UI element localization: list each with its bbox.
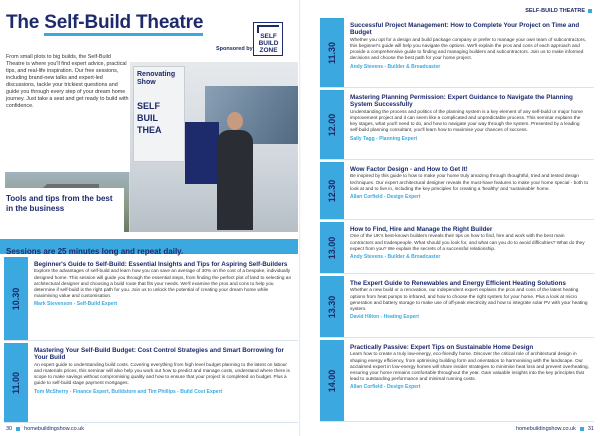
square-bullet-icon: [580, 427, 584, 431]
session-speaker: Allan Corfield - Design Expert: [350, 384, 421, 391]
session-title: How to Find, Hire and Manage the Right Builder: [350, 226, 493, 233]
session-description: Whether a new build or a renovation, our independent expert explains the pros and cons of the latest heating options from heat pumps to infrared, and how to choose the right system for your home. Plus a look at micro generation and battery storage to make use of off-peak electricity and how to integrate solar PV with your heating system.: [350, 288, 588, 313]
site-url: homebuildingshow.co.uk: [515, 426, 576, 432]
title-prefix: The: [6, 12, 45, 33]
session-time: 12.30: [320, 162, 344, 219]
session-description: One of the UK's best-known builders reveals their tips on how to find, hire and work with the best main contractors and tradespeople. What should you look for, and what can you do to avoid difficulties? What do they expect from you? We explain the secrets of a successful relationship.: [350, 234, 585, 252]
session-item: [4, 343, 298, 423]
logo-line: ZONE: [259, 47, 278, 54]
session-title: Beginner's Guide to Self-Build: Essential Insights and Tips for Aspiring Self-Builders: [34, 261, 288, 268]
session-description: An expert guide to understanding build costs. Covering everything from high level budget planning to the latest on labour and materials prices, this seminar will also help you work out how to predict and manage costs, understand where there is scope to make savings without compromising quality and how to ensure that your project is completed on budget. Plus a guide to self-build stage payment mortgages.: [34, 362, 290, 387]
page-title: [6, 12, 216, 34]
logo-line: BUILD: [258, 40, 279, 47]
session-title: Mastering Your Self-Build Budget: Cost Control Strategies and Smart Borrowing for Your Build: [34, 347, 284, 362]
page-number: 30: [6, 426, 13, 432]
intro-text: From small plots to big builds, the Self-Build Theatre is where you'll find expert advice, practical tips, and real-life inspiration. Our free sessions, including brand-new talks and expert-led discussions, tackle your trickiest questions and guide you through every step of your dream home journey. Just take a seat and get ready to build with confidence.: [6, 54, 129, 109]
roof-icon: [257, 25, 279, 33]
banner-text: Renovating: [137, 71, 176, 78]
session-item: [320, 340, 594, 422]
session-time: 14.00: [320, 340, 344, 421]
sponsored-by-label: Sponsored by: [216, 46, 253, 52]
right-page-header: [525, 8, 592, 14]
session-item: [4, 257, 298, 341]
session-speaker: Sally Tagg - Planning Expert: [350, 135, 418, 142]
tagline-box: [0, 188, 124, 232]
square-bullet-icon: [588, 9, 592, 13]
tagline-text: Tools and tips from the best in the business: [6, 194, 113, 213]
sessions-info-text: Sessions are 25 minutes long and repeat daily.: [6, 247, 184, 256]
left-footer: [6, 426, 84, 432]
session-time: 12.00: [320, 90, 344, 159]
session-speaker: David Hilton - Heating Expert: [350, 314, 419, 321]
session-item: [320, 162, 594, 220]
sessions-info-bar: [0, 239, 298, 254]
session-description: Learn how to create a truly low-energy, eco-friendly home. Discover the critical role of architectural design in shaping energy efficiency, from optimising building form and orientation to harmonising with the landscape. Our acclaimed expert in low-energy homes will share insider strategies to minimise heat loss and prevent overheating, ensuring your home remains comfortable throughout the year. Gain valuable insights into the key principles that lead to outstanding performance and minimal running costs.: [350, 352, 589, 383]
session-title: The Expert Guide to Renewables and Energy Efficient Heating Solutions: [350, 280, 566, 287]
session-speaker: Mark Stevenson - Self-Build Expert: [34, 301, 118, 308]
session-time: 11.00: [4, 343, 28, 422]
page-number: 31: [587, 426, 594, 432]
session-time: 13.00: [320, 222, 344, 273]
session-title: Practically Passive: Expert Tips on Sustainable Home Design: [350, 344, 534, 351]
session-description: Understanding the process and politics of the planning system is a key element of any self-build or major home improvement project and it can seem like a complicated and unpredictable process. This seminar explains the key stages, what you'll need to do, and how to navigate your way through the system. Presented by a leading self-build planning consultant, you'll learn how to maximise your chances of success.: [350, 109, 583, 134]
session-time: 10.30: [4, 257, 28, 340]
session-item: [320, 90, 594, 160]
session-title: Mastering Planning Permission: Expert Guidance to Navigate the Planning System Successfully: [350, 94, 573, 109]
session-title: Wow Factor Design - and How to Get It!: [350, 166, 468, 173]
site-url: homebuildingshow.co.uk: [24, 426, 85, 432]
session-description: Whether you opt for a design and build package company or prefer to manage your own team of subcontractors, this beginner's guide will help you navigate the options. We'll explain the pros and cons of each approach and provide a comprehensive guide to finding and managing builders and subcontractors. Join us to make informed decisions and choose the best path for your home project.: [350, 37, 587, 62]
self-build-zone-logo: [253, 22, 283, 56]
square-bullet-icon: [16, 427, 20, 431]
right-footer: [516, 426, 594, 432]
session-speaker: Tom McSherry - Finance Expert, Buildstore and Tim Phillips - Build Cost Expert: [34, 388, 223, 395]
logo-line: SELF: [260, 33, 277, 40]
header-text: SELF-BUILD THEATRE: [525, 8, 585, 14]
session-time: 13.30: [320, 276, 344, 337]
session-speaker: Andy Stevens - Builder & Broadcaster: [350, 254, 441, 261]
right-page: [300, 0, 600, 436]
presenter: [213, 112, 257, 232]
session-speaker: Andy Stevens - Builder & Broadcaster: [350, 63, 441, 70]
banner-text: SELF: [137, 101, 161, 111]
show-banner: [133, 66, 185, 162]
banner-text: BUIL: [137, 113, 158, 123]
session-speaker: Allan Corfield - Design Expert: [350, 194, 421, 201]
session-item: [320, 18, 594, 88]
session-description: Be inspired by this guide to how to make your home truly amazing through thoughtful, tried and tested design techniques. Our expert architectural designer reveals the must-have features to make your home special - both to look at and to live in, including the key principles for creating a 'healthy' and 'sustainable' home.: [350, 174, 589, 192]
banner-text: THEA: [137, 125, 162, 135]
banner-text: Show: [137, 79, 156, 86]
session-title: Successful Project Management: How to Complete Your Project on Time and Budget: [350, 22, 580, 37]
session-item: [320, 276, 594, 338]
session-item: [320, 222, 594, 274]
session-description: Explore the advantages of self-build and learn how you can save an average of 30% on the cost of a bespoke, individually designed home. This session will guide you through the essential steps, from finding the perfect plot of land to selecting an architectural designer and choosing a build route that fits your needs. We'll examine the pros and cons to help you determine if self-build is the right path for you. Join us to unlock the potential of creating your dream home while maximising value and customisation.: [34, 269, 292, 300]
session-time: 11.30: [320, 18, 344, 87]
title-underlined: Self-Build Theatre: [44, 12, 203, 36]
